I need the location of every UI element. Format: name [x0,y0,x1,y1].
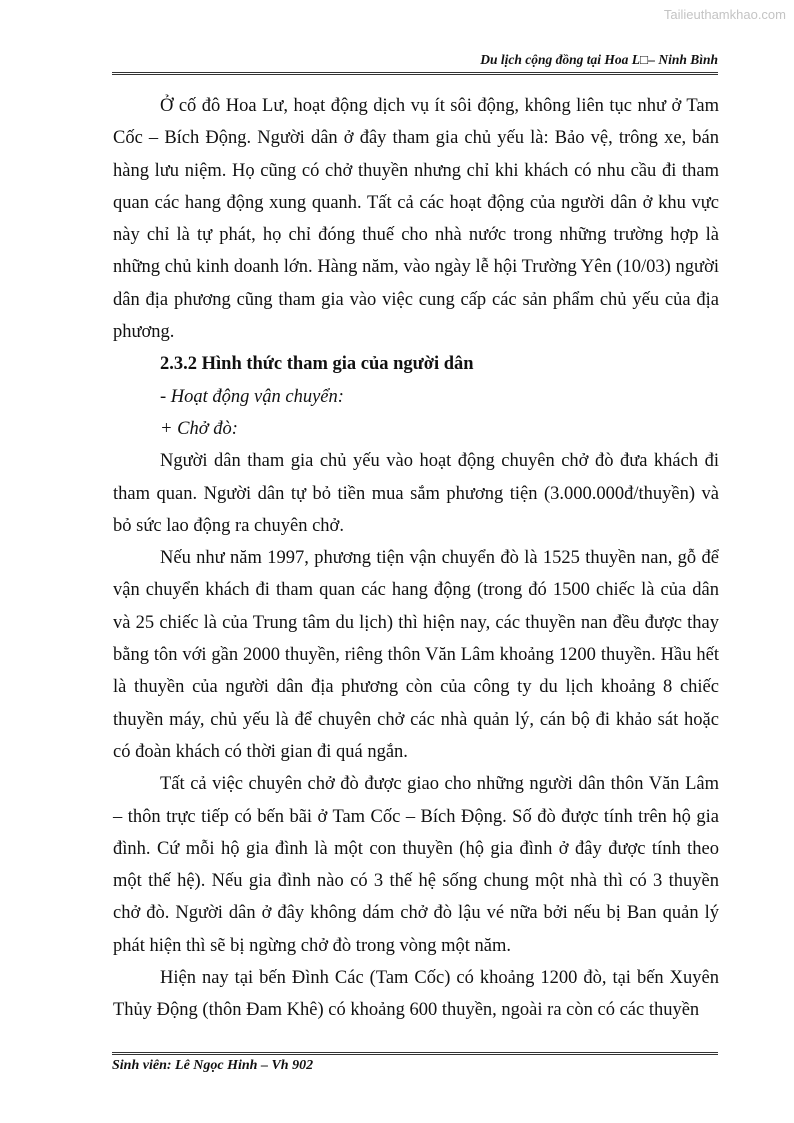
paragraph-boat-docks: Hiện nay tại bến Đình Các (Tam Cốc) có khoảng 1200 đò, tại bến Xuyên Thủy Động (thôn Đam Khê) có khoảng 600 thuyền, ngoài ra còn có các thuyền [113,968,719,1021]
paragraph-boat-history: Nếu như năm 1997, phương tiện vận chuyển đò là 1525 thuyền nan, gỗ để vận chuyển khách đi tham quan các hang động (trong đó 1500 chiếc là của dân và 25 chiếc là của Trung tâm du lịch) thì hiện nay, các thuyền nan đều được thay bằng tôn với gần 2000 thuyền, riêng thôn Văn Lâm khoảng 1200 thuyền. Hầu hết là thuyền của người dân địa phương còn của công ty du lịch khoảng 8 chiếc thuyền máy, chủ yếu là để chuyên chở các nhà quản lý, cán bộ đi khảo sát hoặc có đoàn khách có thời gian đi quá ngắn. [113,548,719,762]
page-header: Du lịch cộng đồng tại Hoa L□– Ninh Bình [112,52,718,75]
paragraph-boat-allocation: Tất cả việc chuyên chở đò được giao cho những người dân thôn Văn Lâm – thôn trực tiếp có bến bãi ở Tam Cốc – Bích Động. Số đò được tính trên hộ gia đình. Cứ mỗi hộ gia đình là một con thuyền (hộ gia đình ở đây được tính theo một thế hệ). Nếu gia đình nào có 3 thế hệ sống chung một nhà thì có 3 thuyền chở đò. Người dân ở đây không dám chở đò lậu vé nữa bởi nếu bị Ban quản lý phát hiện thì sẽ bị ngừng chở đò trong vòng một năm. [113,774,719,956]
footer-divider [112,1052,718,1055]
document-body [113,90,719,1027]
watermark: Tailieuthamkhao.com [663,7,786,22]
section-heading: 2.3.2 Hình thức tham gia của người dân [160,354,474,375]
subheading-transport: - Hoạt động vận chuyển: [160,386,344,407]
page-footer: Sinh viên: Lê Ngọc Hinh – Vh 902 [112,1058,314,1073]
paragraph-hoa-lu: Ở cố đô Hoa Lư, hoạt động dịch vụ ít sôi động, không liên tục như ở Tam Cốc – Bích Động. Người dân ở đây tham gia chủ yếu là: Bảo vệ, trông xe, bán hàng lưu niệm. Họ cũng có chở thuyền nhưng chỉ khi khách có nhu cầu đi tham quan các hang động xung quanh. Tất cả các hoạt động của người dân ở khu vực này chỉ là tự phát, họ chỉ đóng thuế cho nhà nước trong những trường hợp là những chủ kinh doanh lớn. Hàng năm, vào ngày lễ hội Trường Yên (10/03) người dân địa phương cũng tham gia vào việc cung cấp các sản phẩm chủ yếu của địa phương. [113,96,719,343]
subheading-boat: + Chở đò: [160,418,238,439]
paragraph-boat-participation: Người dân tham gia chủ yếu vào hoạt động chuyên chở đò đưa khách đi tham quan. Người dân tự bỏ tiền mua sắm phương tiện (3.000.000đ/thuyền) và bỏ sức lao động ra chuyên chở. [113,451,719,536]
